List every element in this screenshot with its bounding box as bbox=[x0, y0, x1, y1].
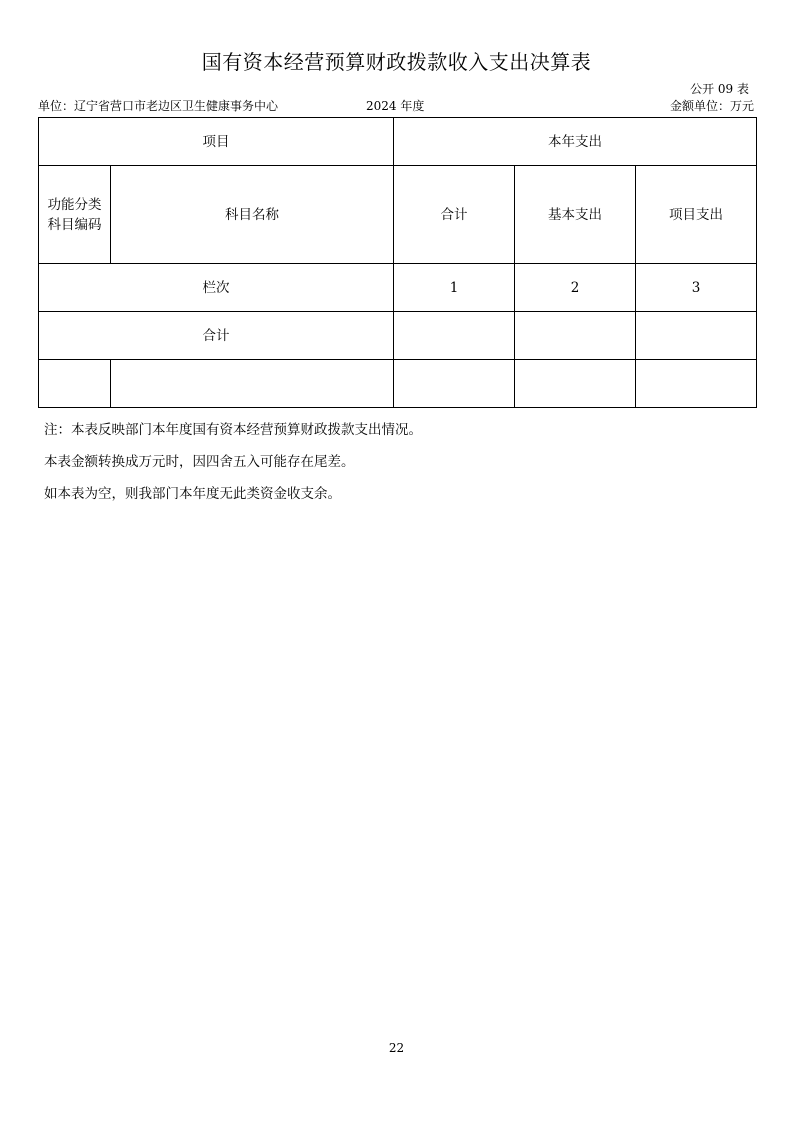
reporting-unit: 单位：辽宁省营口市老边区卫生健康事务中心 bbox=[38, 99, 279, 113]
row-name-cell bbox=[111, 360, 394, 408]
row-index-label: 栏次 bbox=[39, 264, 394, 312]
header-total: 合计 bbox=[394, 166, 515, 264]
table-row bbox=[39, 360, 757, 408]
header-subject-name: 科目名称 bbox=[111, 166, 394, 264]
header-project: 项目 bbox=[39, 118, 394, 166]
row-total-cell bbox=[394, 360, 515, 408]
row-code-cell bbox=[39, 360, 111, 408]
table-subheader-row bbox=[39, 166, 757, 264]
row-index-2: 2 bbox=[515, 264, 636, 312]
money-unit: 金额单位：万元 bbox=[669, 99, 754, 113]
note-line: 注：本表反映部门本年度国有资本经营预算财政拨款支出情况。 bbox=[44, 422, 422, 438]
total-basic-value bbox=[515, 312, 636, 360]
note-line: 如本表为空，则我部门本年度无此类资金收支余。 bbox=[44, 486, 341, 502]
row-project-cell bbox=[636, 360, 757, 408]
page-number: 22 bbox=[388, 1041, 405, 1055]
total-label: 合计 bbox=[39, 312, 394, 360]
report-year: 2024 年度 bbox=[366, 99, 425, 113]
header-basic-expense: 基本支出 bbox=[515, 166, 636, 264]
table-row-total bbox=[39, 312, 757, 360]
expenditure-table bbox=[38, 117, 757, 408]
row-index-1: 1 bbox=[394, 264, 515, 312]
table-header-row bbox=[39, 118, 757, 166]
header-annual-expense: 本年支出 bbox=[394, 118, 757, 166]
table-row-index bbox=[39, 264, 757, 312]
header-function-code: 功能分类科目编码 bbox=[39, 166, 111, 264]
note-line: 本表金额转换成万元时，因四舍五入可能存在尾差。 bbox=[44, 454, 355, 470]
total-project-value bbox=[636, 312, 757, 360]
row-basic-cell bbox=[515, 360, 636, 408]
table-notes bbox=[44, 414, 422, 510]
row-index-3: 3 bbox=[636, 264, 757, 312]
form-number: 公开 09 表 bbox=[690, 82, 749, 96]
header-project-expense: 项目支出 bbox=[636, 166, 757, 264]
report-title: 国有资本经营预算财政拨款收入支出决算表 bbox=[201, 50, 592, 74]
total-value bbox=[394, 312, 515, 360]
report-meta-row bbox=[38, 97, 754, 115]
